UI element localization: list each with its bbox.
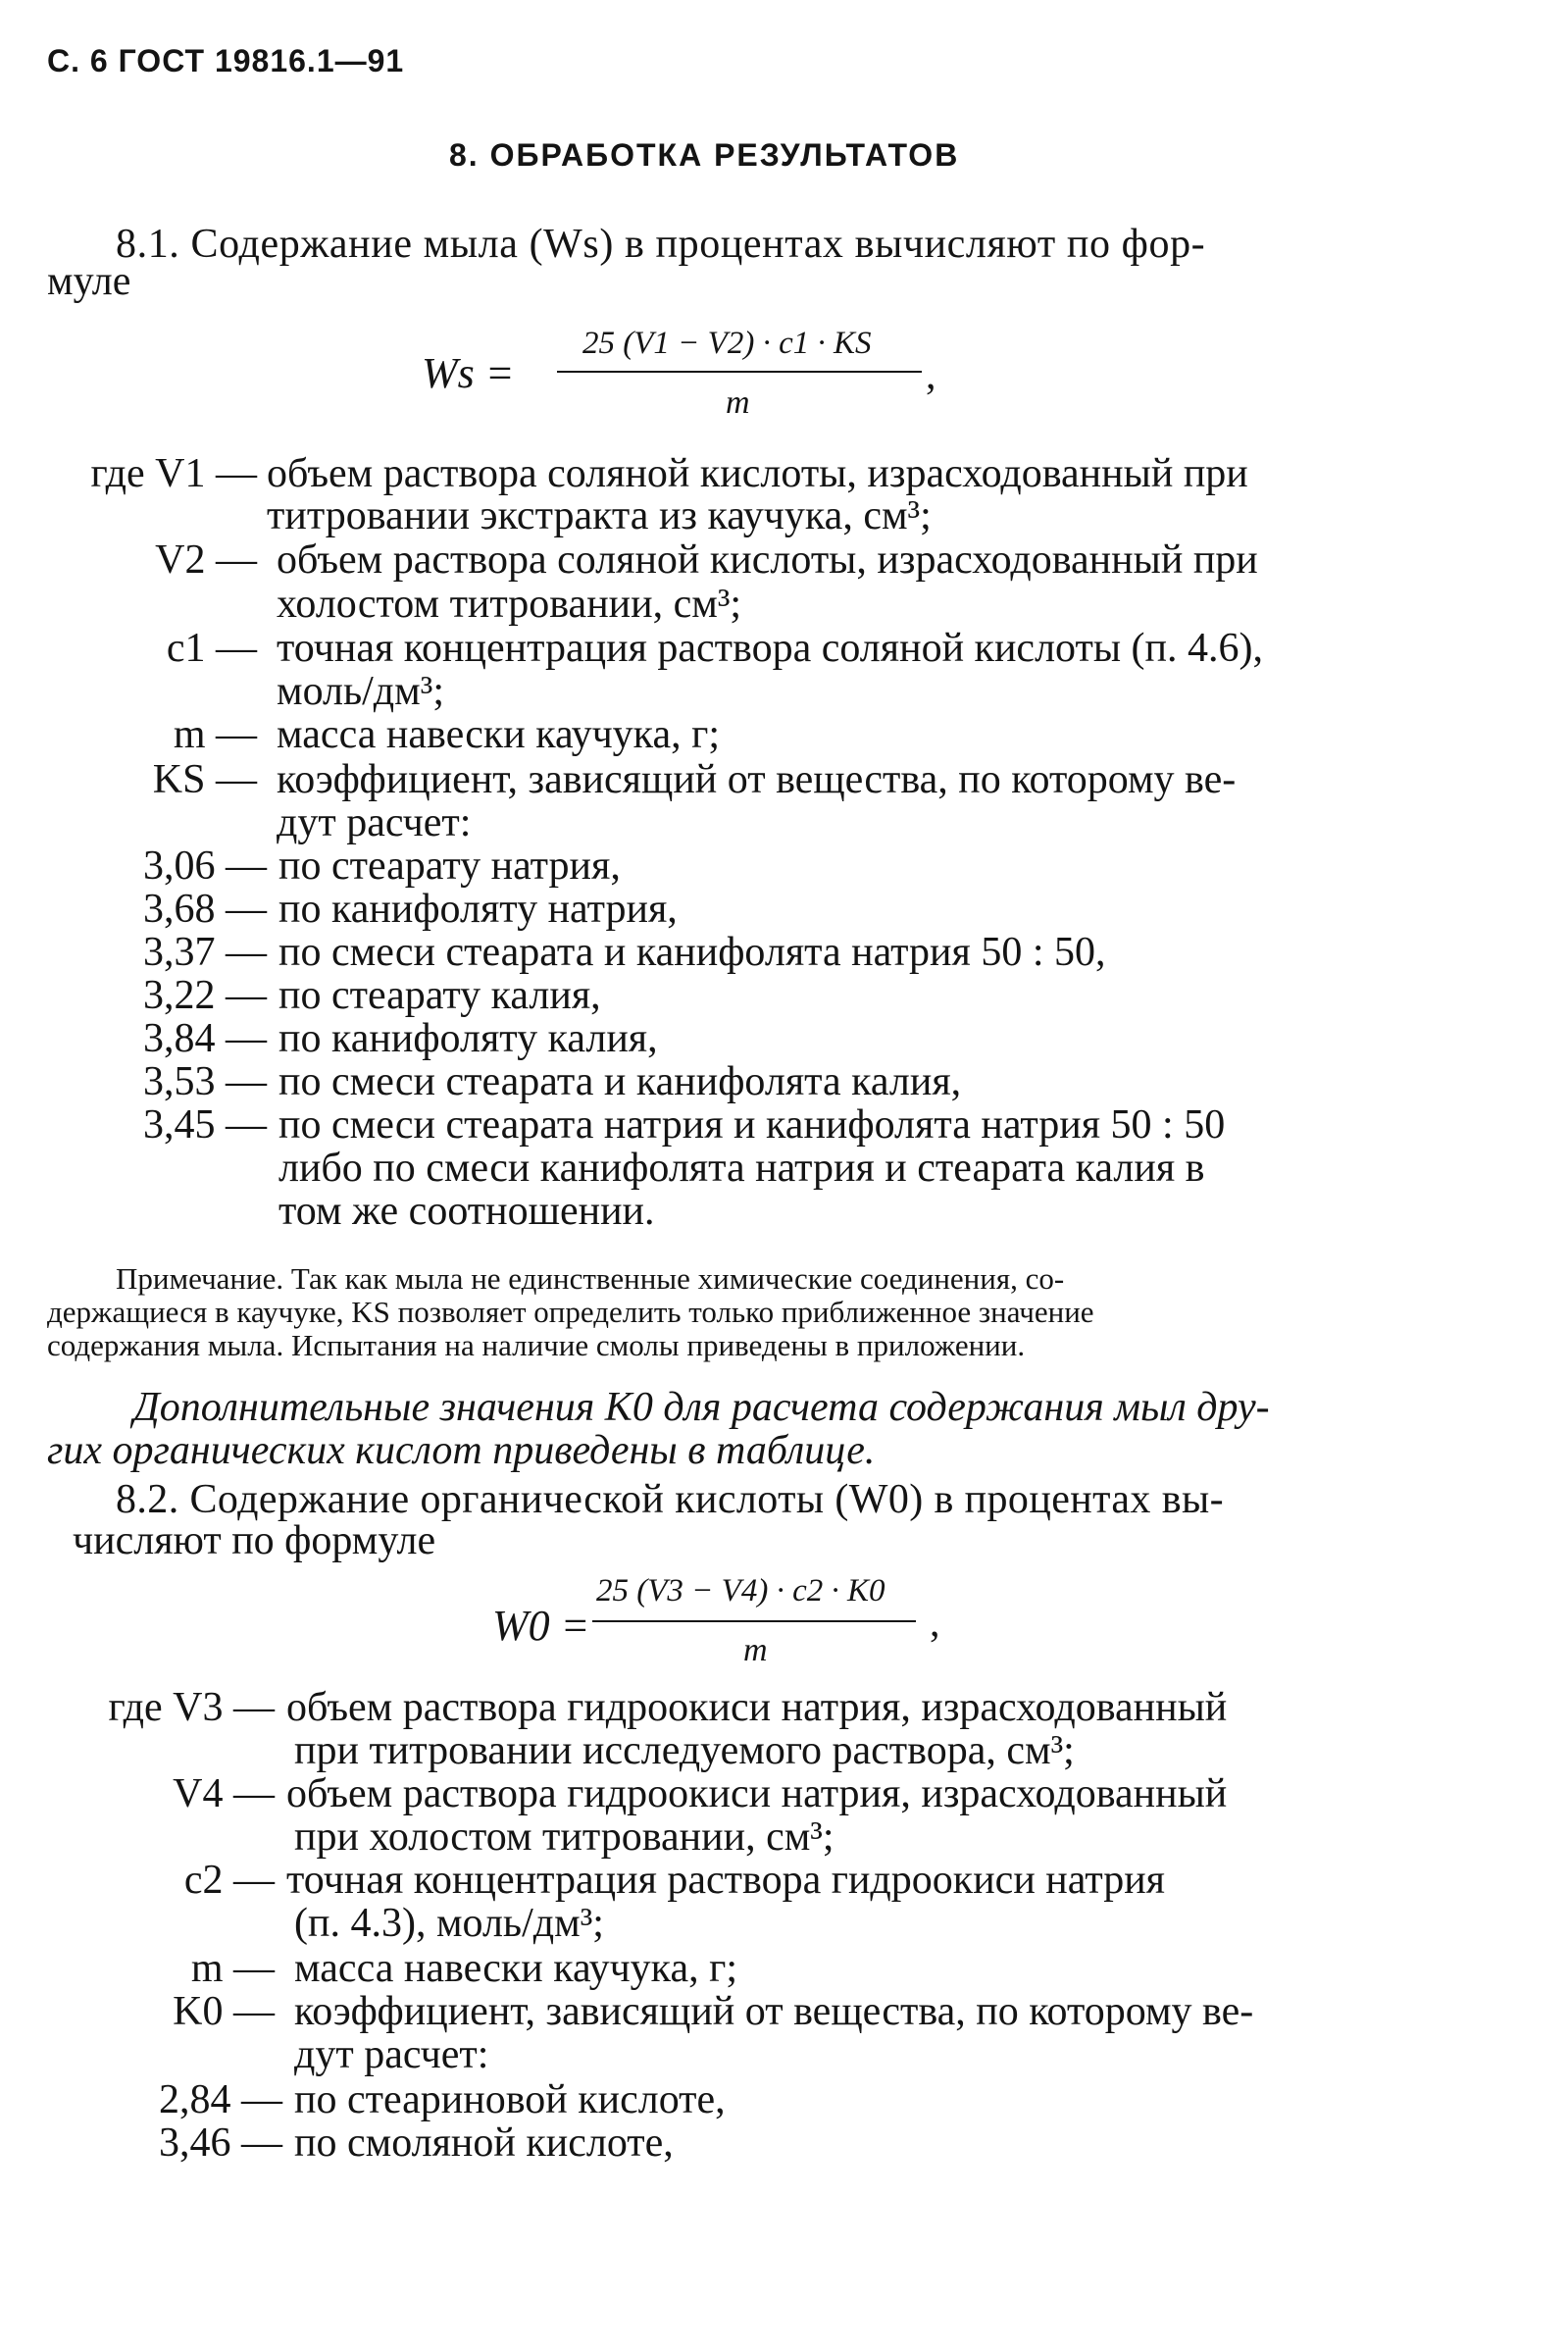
- coef-value: 2,84 —: [159, 2077, 282, 2122]
- coef-text: по смеси стеарата и канифолята натрия 50 : 50,: [278, 930, 1106, 975]
- def-sym: где V1 —: [90, 451, 257, 496]
- def-sym: c2 —: [183, 1858, 275, 1903]
- formula-ws-tail: ,: [926, 353, 936, 398]
- def-sym: K0 —: [173, 1989, 275, 2034]
- coef-value: 3,45 —: [143, 1102, 267, 1148]
- p82-line2: числяют по формуле: [73, 1518, 436, 1563]
- coef-text: по канифоляту натрия,: [278, 887, 678, 932]
- def-sym: V2 —: [155, 537, 257, 583]
- coef-text: по канифоляту калия,: [278, 1016, 658, 1061]
- def-line: объем раствора гидроокиси натрия, израсходованный: [286, 1771, 1228, 1816]
- def-line: объем раствора соляной кислоты, израсходованный при: [267, 451, 1248, 496]
- def-line: (п. 4.3), моль/дм³;: [294, 1901, 604, 1946]
- def-line: коэффициент, зависящий от вещества, по которому ве-: [294, 1989, 1254, 2034]
- def-line: холостом титровании, см³;: [277, 582, 742, 627]
- formula-ws-fraction-bar: [557, 371, 922, 373]
- formula-w0-fraction-bar: [592, 1620, 916, 1622]
- def-line: при холостом титровании, см³;: [294, 1814, 835, 1860]
- def-line: точная концентрация раствора гидроокиси натрия: [286, 1858, 1165, 1903]
- page-header: С. 6 ГОСТ 19816.1—91: [47, 43, 405, 78]
- def-sym: V4 —: [173, 1771, 275, 1816]
- def-line: точная концентрация раствора соляной кислоты (п. 4.6),: [277, 626, 1263, 671]
- coef-continuation: либо по смеси канифолята натрия и стеарата калия в: [278, 1146, 1205, 1191]
- def-sym: m —: [190, 1946, 275, 1991]
- coef-text: по стеарату калия,: [278, 973, 601, 1018]
- def-line: при титровании исследуемого раствора, см³;: [294, 1728, 1075, 1773]
- coef-continuation: том же соотношении.: [278, 1189, 655, 1234]
- italic-para-line: Дополнительные значения K0 для расчета содержания мыл дру-: [133, 1385, 1270, 1430]
- italic-para-line: гих органических кислот приведены в таблице.: [47, 1428, 876, 1473]
- coef-text: по стеариновой кислоте,: [294, 2077, 726, 2122]
- def-line: дут расчет:: [294, 2032, 489, 2077]
- p81-line1: 8.1. Содержание мыла (Ws) в процентах вычисляют по фор-: [116, 222, 1206, 267]
- coef-value: 3,22 —: [143, 973, 267, 1018]
- formula-w0-denominator: m: [743, 1632, 768, 1668]
- def-line: коэффициент, зависящий от вещества, по которому ве-: [277, 757, 1237, 802]
- formula-w0-lhs: W0 =: [492, 1602, 590, 1650]
- def-line: масса навески каучука, г;: [277, 712, 720, 757]
- formula-w0-tail: ,: [930, 1601, 940, 1646]
- coef-value: 3,68 —: [143, 887, 267, 932]
- coef-text: по смеси стеарата и канифолята калия,: [278, 1059, 962, 1104]
- coef-value: 3,37 —: [143, 930, 267, 975]
- formula-ws-denominator: m: [726, 384, 750, 421]
- coef-value: 3,46 —: [159, 2120, 282, 2166]
- note-line: Примечание. Так как мыла не единственные химические соединения, со-: [116, 1261, 1065, 1296]
- def-line: объем раствора гидроокиси натрия, израсходованный: [286, 1685, 1228, 1730]
- def-line: масса навески каучука, г;: [294, 1946, 737, 1991]
- coef-text: по смеси стеарата натрия и канифолята натрия 50 : 50: [278, 1102, 1226, 1148]
- def-line: дут расчет:: [277, 800, 472, 845]
- def-sym: m —: [173, 712, 257, 757]
- formula-ws-numerator: 25 (V1 − V2) · c1 · KS: [582, 326, 872, 361]
- p81-line2: муле: [47, 259, 131, 304]
- coef-text: по смоляной кислоте,: [294, 2120, 674, 2166]
- coef-value: 3,06 —: [143, 843, 267, 889]
- def-line: титровании экстракта из каучука, см³;: [267, 493, 932, 538]
- def-line: объем раствора соляной кислоты, израсходованный при: [277, 537, 1258, 583]
- section-title: 8. ОБРАБОТКА РЕЗУЛЬТАТОВ: [449, 137, 960, 173]
- formula-w0-numerator: 25 (V3 − V4) · c2 · K0: [596, 1573, 885, 1609]
- def-sym: c1 —: [166, 626, 257, 671]
- note-line: держащиеся в каучуке, KS позволяет определить только приближенное значение: [47, 1295, 1094, 1329]
- note-line: содержания мыла. Испытания на наличие смолы приведены в приложении.: [47, 1328, 1026, 1362]
- p82-line1: 8.2. Содержание органической кислоты (W0) в процентах вы-: [116, 1477, 1224, 1522]
- coef-value: 3,53 —: [143, 1059, 267, 1104]
- def-sym: где V3 —: [108, 1685, 275, 1730]
- def-line: моль/дм³;: [277, 669, 445, 714]
- coef-text: по стеарату натрия,: [278, 843, 621, 889]
- coef-value: 3,84 —: [143, 1016, 267, 1061]
- formula-ws-lhs: Ws =: [422, 349, 515, 397]
- def-sym: KS —: [152, 757, 257, 802]
